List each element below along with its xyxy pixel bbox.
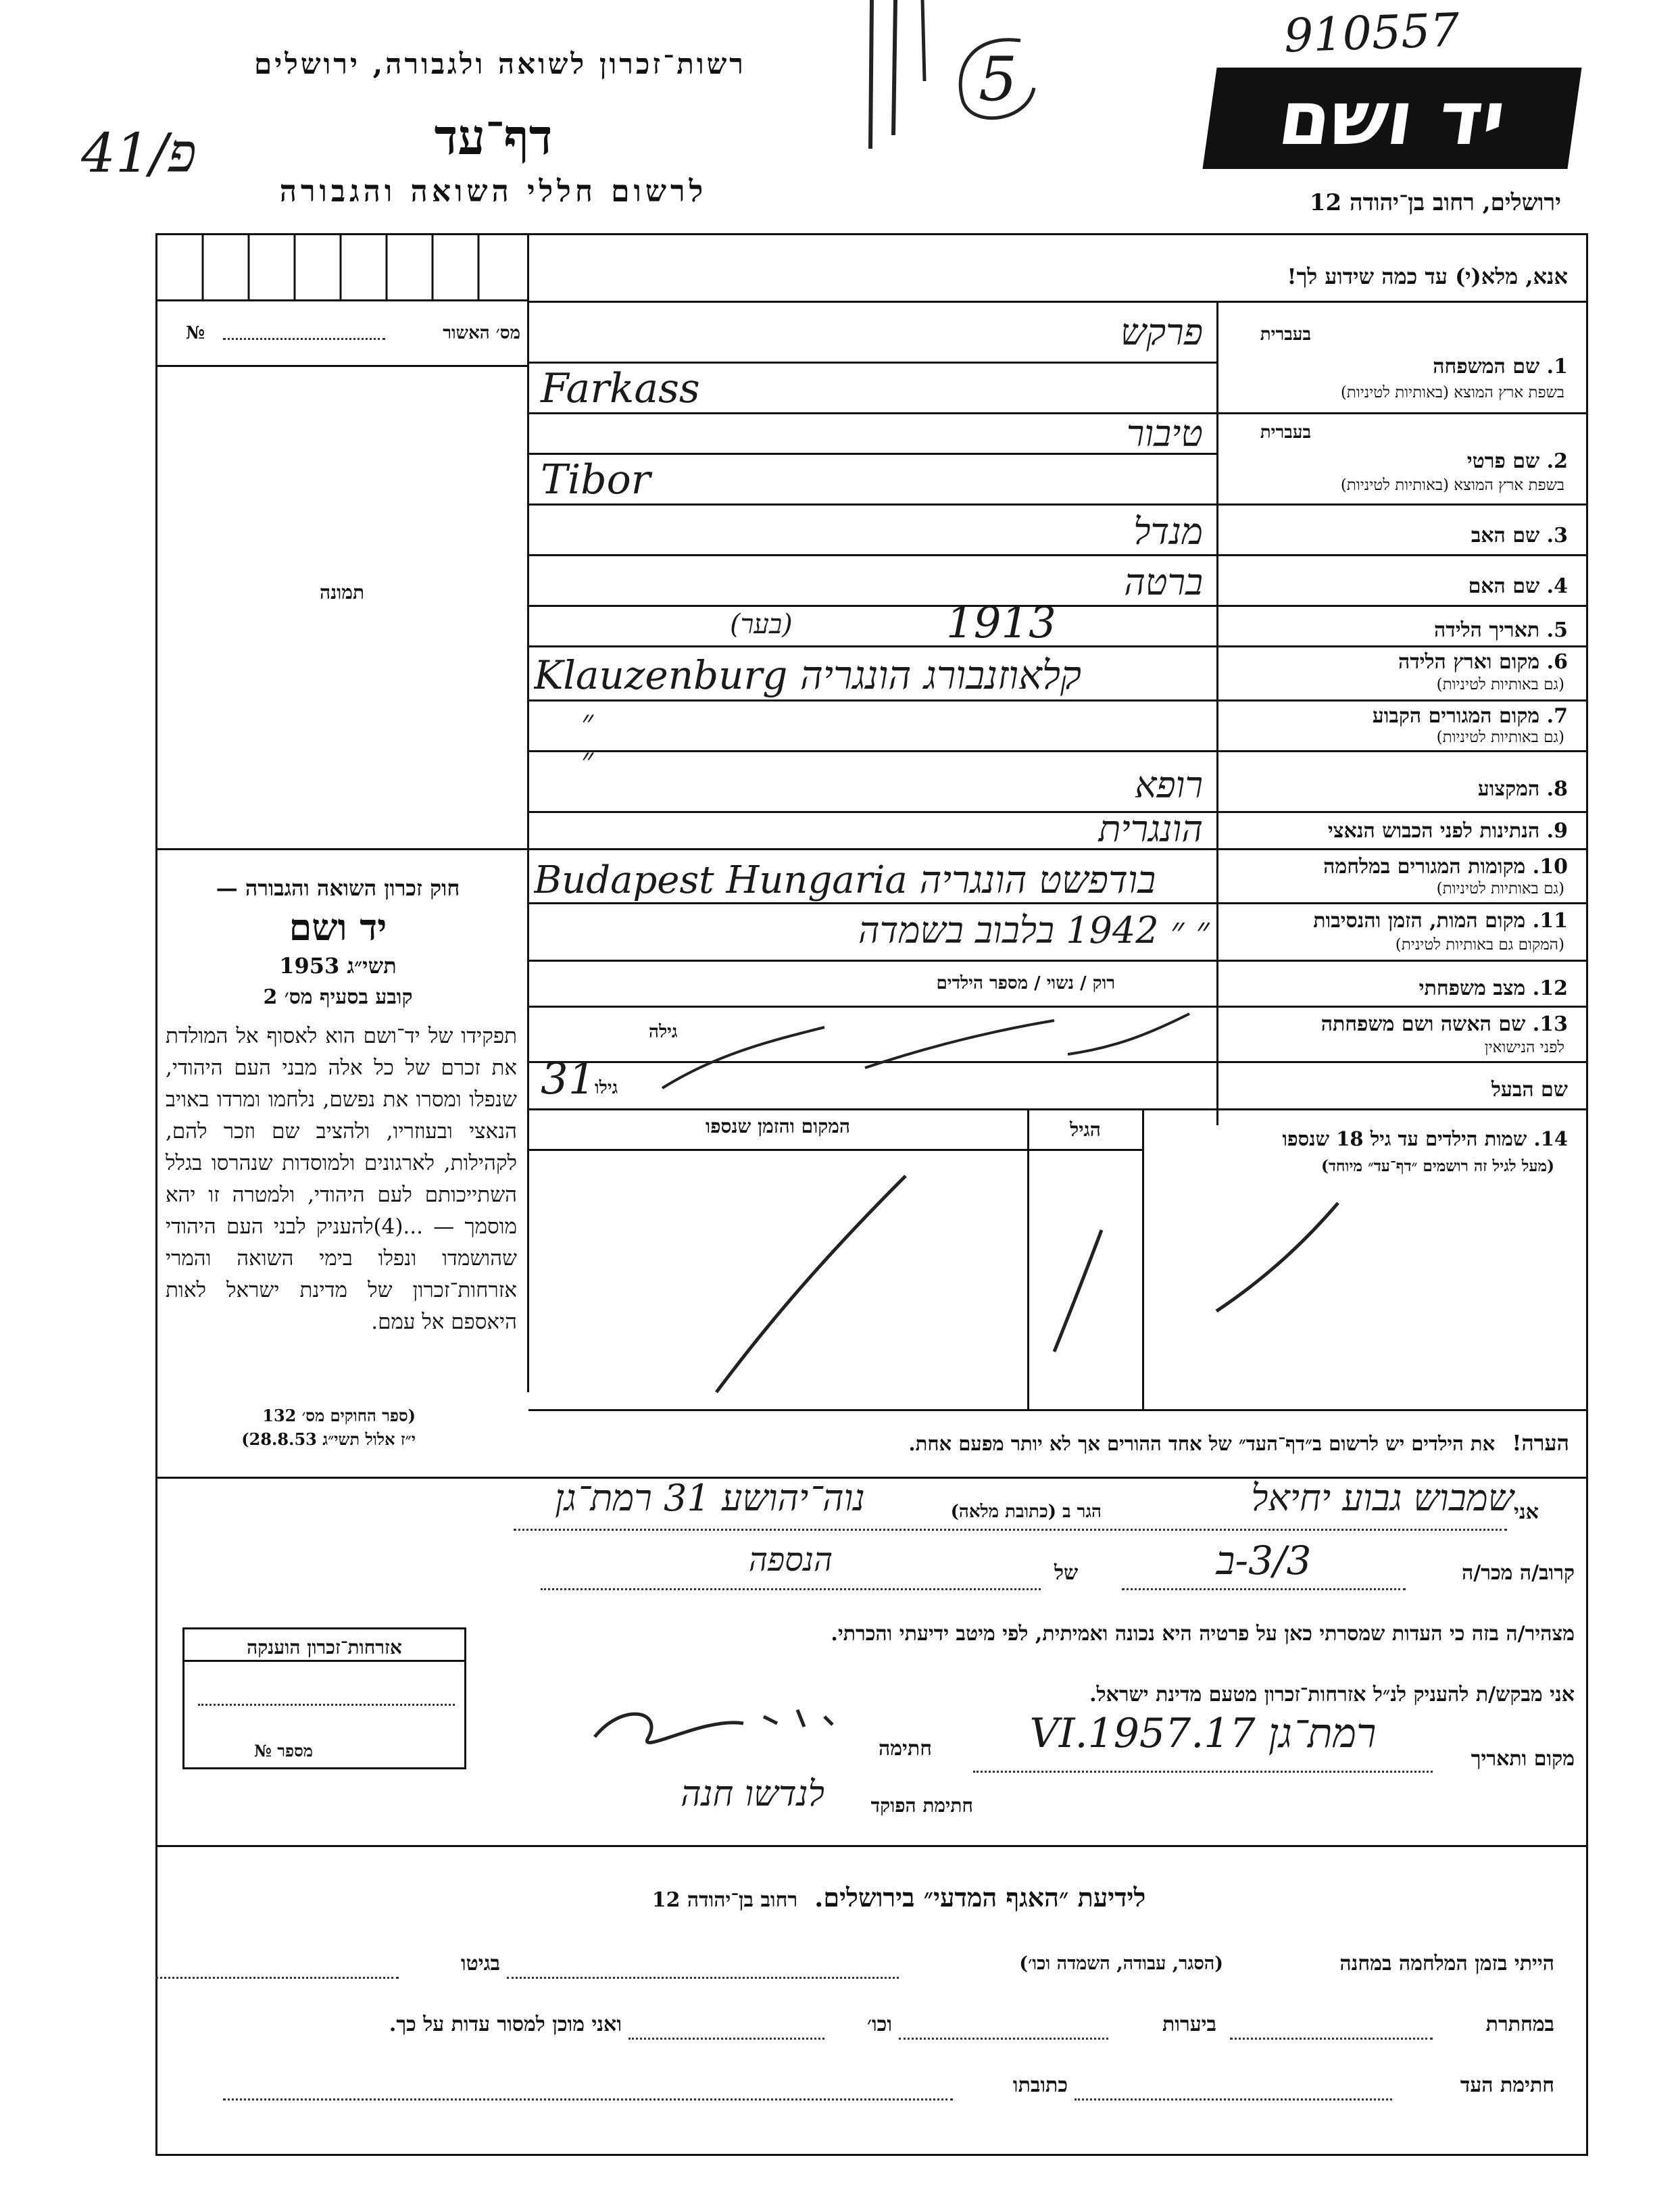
archive-number: 910557 — [1283, 3, 1460, 64]
children-col-place: המקום והזמן שנספו — [706, 1115, 850, 1137]
row-line-11 — [528, 960, 1587, 962]
field-4-value[interactable]: ברטה — [1124, 561, 1203, 604]
yad-vashem-logo — [1202, 68, 1581, 169]
law-title: חוק זכרון השואה והגבורה — — [216, 875, 460, 901]
husband-age-value[interactable]: 31 — [541, 1054, 596, 1104]
declaration-i-label: אני — [1514, 1500, 1539, 1524]
field-7-name: מקום המגורים הקבוע — [1372, 704, 1540, 728]
husband-label: שם הבעל — [1491, 1078, 1568, 1102]
photo-bottom-border — [157, 848, 527, 850]
field-2-tag: בעברית — [1260, 422, 1311, 443]
children-num: 14. — [1533, 1127, 1568, 1150]
field-10-name: מקומות המגורים במלחמה — [1323, 855, 1526, 879]
of-line — [541, 1588, 1041, 1590]
info-line2-a: במחתרת — [1485, 2013, 1554, 2036]
field-13-label — [1237, 1012, 1568, 1036]
row-line-10 — [528, 902, 1587, 904]
row-line-14 — [528, 1108, 1587, 1110]
info-camp-field[interactable] — [507, 1977, 899, 1979]
citizenship-box — [182, 1627, 466, 1769]
citizenship-box-title: אזרחות־זכרון הוענקה — [184, 1629, 464, 1662]
strike-strokes-upper — [541, 973, 1216, 1108]
relative-value[interactable]: 3/3-ב — [1216, 1538, 1312, 1583]
field-8-value[interactable]: רופא — [1134, 764, 1203, 806]
field-1-name: שם המשפחה — [1433, 355, 1540, 378]
field-12-label — [1237, 977, 1568, 1000]
field-11-sub: (המקום גם באותיות לטינית) — [1395, 936, 1564, 954]
field-4-label — [1237, 574, 1568, 598]
field-5-num: 5. — [1546, 618, 1568, 642]
info-address-field[interactable] — [223, 2098, 953, 2100]
law-name: יד ושם — [289, 906, 387, 949]
of-label: של — [1054, 1561, 1079, 1585]
info-address: רחוב בן־יהודה 12 — [651, 1888, 798, 1912]
field-10-label — [1237, 855, 1568, 879]
citizenship-line-1[interactable] — [198, 1704, 455, 1706]
info-line2-d: ואני מוכן למסור עדות על כך. — [389, 2013, 622, 2036]
label-column-divider — [1216, 301, 1218, 1125]
children-cross-strokes — [541, 1149, 1581, 1409]
field-5-value[interactable]: 1913 — [946, 598, 1056, 648]
field-5-label — [1237, 618, 1568, 642]
field-3-value[interactable]: מנדל — [1133, 510, 1203, 553]
info-line3-b: כתובתו — [1012, 2073, 1068, 2097]
page-code-handwritten: 41/פ — [81, 122, 197, 185]
statement-text: מצהיר/ה בזה כי העדות שמסרתי כאן על פרטיה היא נכונה ואמיתית, לפי מיטב ידיעתי והכרתי. — [831, 1622, 1575, 1646]
photo-top-border — [157, 365, 527, 367]
children-label — [1162, 1127, 1568, 1151]
children-title: שמות הילדים עד גיל 18 שנספו — [1282, 1127, 1527, 1150]
field-2-name: שם פרטי — [1466, 449, 1540, 473]
field-9-label — [1237, 819, 1568, 843]
field-1-sub: בשפת ארץ המוצא (באותיות לטיניות) — [1340, 384, 1564, 401]
info-line2-b: ביערות — [1162, 2013, 1216, 2036]
field-3-num: 3. — [1546, 524, 1568, 547]
field-8-name: המקצוע — [1477, 777, 1540, 801]
declaration-address-value[interactable]: נוה־יהושע 31 רמת־גן — [555, 1477, 865, 1519]
declaration-resides-label: הגר ב (כתובת מלאה) — [950, 1502, 1102, 1522]
field-3-label — [1237, 524, 1568, 547]
field-8-label — [1237, 777, 1568, 801]
field-2-sub: בשפת ארץ המוצא (באותיות לטיניות) — [1340, 476, 1564, 494]
field-6-num: 6. — [1546, 650, 1568, 674]
info-title: לידיעת ״האגף המדעי״ בירושלים. — [814, 1882, 1146, 1913]
field-6-sub: (גם באותיות לטיניות) — [1436, 676, 1564, 693]
note-text: את הילדים יש לרשום ב״דף־העד״ של אחד ההורים אך לא יותר מפעם אחת. — [908, 1432, 1496, 1455]
intro-instruction: אנא, מלא(י) עד כמה שידוע לך! — [1287, 264, 1568, 289]
place-date-line — [973, 1771, 1433, 1773]
field-8-num: 8. — [1546, 777, 1568, 801]
declaration-i-value[interactable]: שמבוש גבוע יחיאל — [1251, 1477, 1514, 1519]
relative-line — [1122, 1588, 1406, 1590]
law-body-text: תפקידו של יד־ושם הוא לאסוף אל המולדת את זכרם של כל אלה מבני העם היהודי, שנפלו ומסרו את נפשם, נלחמו ומרדו באויב הנאצי ובעוזריו, ולהציב שם וזכר להם, לקהילות, לארגונים ולמוסדות שנהרסו בגלל השתייכותם לעם היהודי, ולמטרה זו יהא מוסמך — ...(4)להעניק לבני העם היהודי שהושמדו ונפלו בימי השואה והמרי אזרחות־זכרון של מדינת ישראל לאות היאספם אל עמם. — [166, 1024, 517, 1334]
officer-label: חתימת הפוקד — [870, 1794, 973, 1817]
info-header — [527, 1882, 1270, 1913]
field-1-tag: בעברית — [1260, 324, 1311, 345]
info-line1-c: בגיטו — [460, 1952, 500, 1975]
field-1-num: 1. — [1546, 355, 1568, 378]
info-ghetto-field[interactable] — [155, 1977, 399, 1979]
field-13-age-label: גילה — [649, 1022, 678, 1042]
row-line-6 — [528, 699, 1587, 702]
address-header: ירושלים, רחוב בן־יהודה 12 — [1309, 189, 1561, 216]
field-1-hebrew-value[interactable]: פרקש — [1120, 311, 1203, 353]
authority-name: רשות־זכרון לשואה ולגבורה, ירושלים — [254, 47, 746, 80]
info-line1-b: (הסגר, עבודה, השמדה וכו׳) — [1019, 1953, 1223, 1974]
field-10-num: 10. — [1532, 855, 1568, 879]
form-subtitle: לרשום חללי השואה והגבורה — [279, 174, 708, 209]
info-line1-a: הייתי בזמן המלחמה במחנה — [1339, 1952, 1554, 1975]
field-9-name: הנתינות לפני הכבוש הנאצי — [1327, 819, 1540, 843]
approval-label: מס׳ האשור — [443, 323, 520, 343]
field-11-name: מקום המות, הזמן והנסיבות — [1313, 909, 1526, 933]
field-2-latin-value[interactable]: Tibor — [541, 456, 651, 503]
field-10-sub: (גם באותיות לטיניות) — [1436, 880, 1564, 898]
circled-number: 5 — [946, 27, 1047, 128]
children-col-age: הגיל — [1070, 1119, 1101, 1141]
field-13-num: 13. — [1532, 1012, 1568, 1036]
signature-scribble-icon — [581, 1690, 865, 1764]
note-label: הערה! — [1512, 1430, 1569, 1456]
field-1-label — [1237, 355, 1568, 378]
row-line-5 — [528, 645, 1587, 647]
field-12-num: 12. — [1532, 977, 1568, 1000]
field-9-num: 9. — [1546, 819, 1568, 843]
field-6-label — [1237, 650, 1568, 674]
field-13-name: שם האשה ושם משפחתה — [1321, 1012, 1526, 1036]
relative-label: קרוב/ה מכר/ה — [1462, 1561, 1575, 1585]
law-reference-2: י״ז אלול תשי״ג 28.8.53) — [241, 1429, 416, 1449]
law-year: תשי״ג 1953 — [279, 953, 397, 979]
field-7-label — [1237, 704, 1568, 728]
field-11-label — [1237, 909, 1568, 933]
approval-number-field[interactable] — [223, 338, 385, 340]
info-forest-field[interactable] — [899, 2038, 1108, 2040]
approval-boxes — [157, 235, 527, 301]
children-bottom-line — [528, 1409, 1587, 1411]
field-2-hebrew-value[interactable]: טיבור — [1126, 412, 1203, 455]
field-3-name: שם האב — [1471, 524, 1540, 547]
vertical-pen-marks — [858, 0, 946, 155]
intro-separator — [528, 301, 1587, 303]
row-line-3 — [528, 554, 1587, 556]
field-7-sub: (גם באותיות לטיניות) — [1436, 729, 1564, 746]
info-etc-field[interactable] — [628, 2038, 824, 2040]
field-11-value[interactable]: ״ ״ 1942 בלבוב בשמדה — [858, 909, 1210, 952]
row-line-2b — [528, 503, 1587, 506]
of-value[interactable]: הנספה — [748, 1541, 833, 1579]
citizenship-box-number: מספר № — [253, 1741, 313, 1761]
field-10-value[interactable]: Budapest Hungaria בודפשט הונגריה — [534, 858, 1156, 902]
info-underground-field[interactable] — [1230, 2038, 1433, 2040]
field-4-name: שם האם — [1468, 574, 1540, 598]
field-4-num: 4. — [1546, 574, 1568, 598]
law-reference-1: (ספר החוקים מס׳ 132 — [262, 1406, 416, 1425]
field-6-name: מקום וארץ הלידה — [1398, 650, 1540, 674]
field-12-options[interactable]: רוק / נשוי / מספר הילדים — [936, 973, 1115, 993]
place-date-value[interactable]: רמת־גן 17.VI.1957 — [1029, 1710, 1377, 1757]
field-7-value[interactable]: ״ ״ — [581, 703, 749, 779]
law-clause: קובע בסעיף מס׳ 2 — [263, 985, 413, 1009]
request-text: אני מבקש/ת להעניק לנ״ל אזרחות־זכרון מטעם מדינת ישראל. — [1089, 1683, 1575, 1706]
photo-label: תמונה — [319, 581, 365, 604]
info-top-line — [157, 1845, 1587, 1847]
info-line2-c: וכו׳ — [867, 2013, 892, 2036]
husband-age-label: גילו — [595, 1078, 618, 1098]
info-line3-a: חתימת העד — [1460, 2073, 1554, 2097]
field-9-value[interactable]: הונגרית — [1098, 808, 1203, 850]
field-5-note: (בער) — [730, 609, 793, 640]
field-11-num: 11. — [1532, 909, 1568, 933]
approval-no-symbol: № — [186, 323, 205, 343]
declaration-line-1 — [514, 1529, 1507, 1531]
field-1-latin-value[interactable]: Farkass — [541, 365, 700, 412]
pen-strokes-icon — [858, 0, 946, 155]
logo-text: יד ושם — [1273, 75, 1511, 162]
field-12-name: מצב משפחתי — [1418, 977, 1526, 1000]
children-sub: (מעל לגיל זה רושמים ״דף־עד״ מיוחד) — [1321, 1157, 1554, 1175]
field-5-name: תאריך הלידה — [1434, 618, 1540, 642]
row-line-4 — [528, 605, 1587, 607]
signature-label: חתימה — [879, 1737, 932, 1761]
field-6-value[interactable]: Klauzenburg קלאוזנבורג הונגריה — [534, 652, 1082, 698]
field-13-sub: לפני הנישואין — [1484, 1039, 1564, 1056]
form-title: דף־עד — [434, 108, 553, 166]
officer-value[interactable]: לנדשו חנה — [681, 1774, 824, 1815]
place-date-label: מקום ותאריך — [1471, 1747, 1575, 1771]
note-row — [528, 1412, 1569, 1473]
field-2-num: 2. — [1546, 449, 1568, 473]
field-7-num: 7. — [1546, 704, 1568, 728]
info-witness-signature-field[interactable] — [1075, 2098, 1392, 2100]
row-line-1a — [528, 362, 1216, 364]
field-2-label — [1237, 449, 1568, 473]
